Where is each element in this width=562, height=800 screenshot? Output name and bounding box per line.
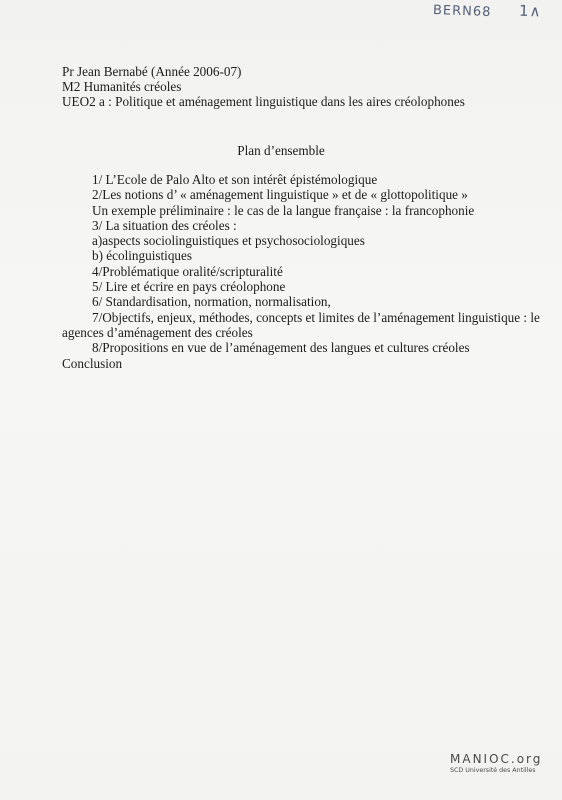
header-program-line: M2 Humanités créoles: [62, 79, 182, 95]
plan-item: b) écolinguistiques: [92, 248, 192, 264]
handwritten-page-number: 1∧: [518, 1, 542, 21]
manioc-brand: MANIOC.org: [450, 752, 543, 766]
plan-item: 4/Problématique oralité/scripturalité: [92, 263, 283, 279]
manioc-subtitle: SCD Université des Antilles: [450, 767, 536, 774]
header-author-line: Pr Jean Bernabé (Année 2006-07): [62, 64, 242, 79]
plan-item: a)aspects sociolinguistiques et psychosociologiques: [92, 233, 365, 249]
document-title: Plan d’ensemble: [237, 143, 325, 158]
plan-item: 1/ L’Ecole de Palo Alto et son intérêt épistémologique: [92, 172, 378, 187]
plan-item: 2/Les notions d’ « aménagement linguistique » et de « glottopolitique »: [92, 187, 468, 203]
plan-list: [62, 172, 558, 371]
header-course-line: UEO2 a : Politique et aménagement linguistique dans les aires créolophones: [62, 94, 465, 110]
plan-item: 5/ Lire et écrire en pays créolophone: [92, 279, 286, 295]
plan-item: 7/Objectifs, enjeux, méthodes, concepts et limites de l’aménagement linguistique : le: [92, 309, 540, 325]
plan-item-continuation: agences d’aménagement des créoles: [62, 324, 253, 340]
plan-item: 6/ Standardisation, normation, normalisation,: [92, 294, 331, 310]
plan-item: Un exemple préliminaire : le cas de la langue française : la francophonie: [92, 202, 475, 218]
manioc-logo: [450, 752, 550, 774]
plan-item: 8/Propositions en vue de l’aménagement des langues et cultures créoles: [92, 340, 470, 356]
conclusion-line: Conclusion: [62, 355, 123, 371]
plan-item: 3/ La situation des créoles :: [92, 217, 237, 233]
document-header: [62, 64, 465, 110]
handwritten-archive-code: BERN68: [432, 2, 492, 21]
